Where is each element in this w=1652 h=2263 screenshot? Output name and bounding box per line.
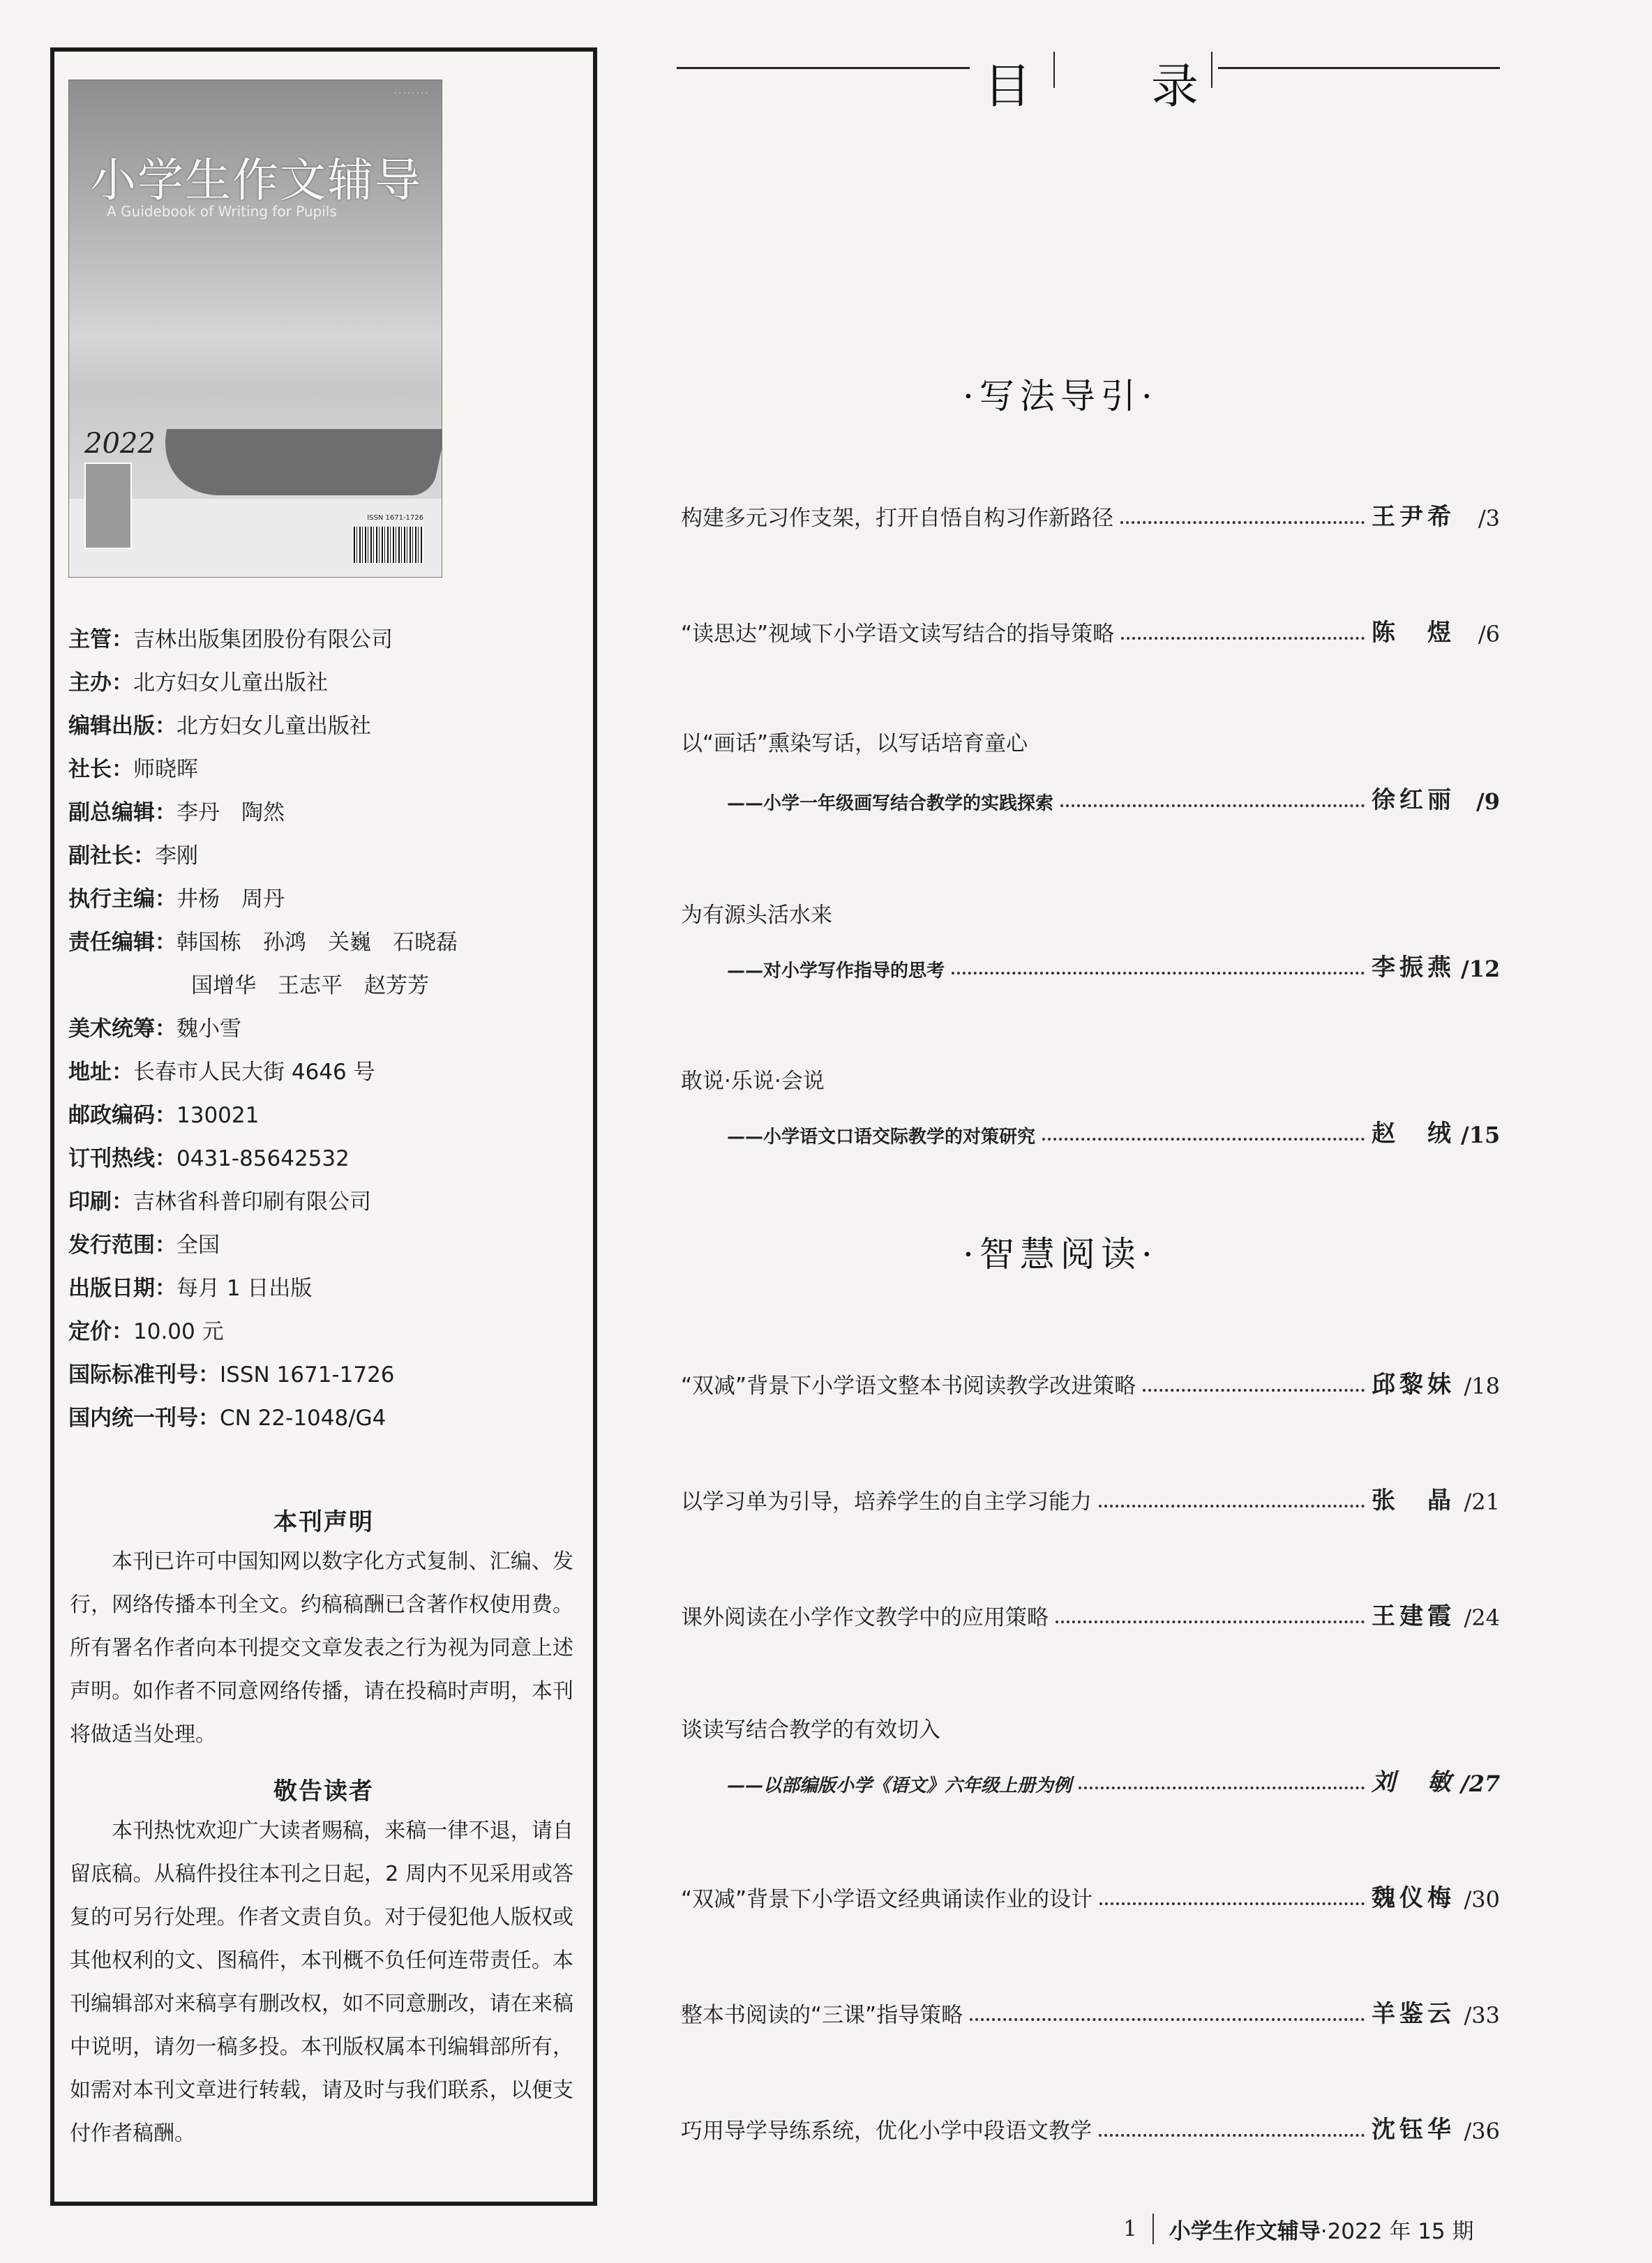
info-row: 副社长：李刚 bbox=[68, 843, 198, 869]
journal-name: 小学生作文辅导 bbox=[1169, 2218, 1321, 2244]
info-row: 社长：师晓晖 bbox=[68, 757, 198, 782]
readers-notice-body: 本刊热忱欢迎广大读者赐稿，来稿一律不退，请自留底稿。从稿件投往本刊之日起，2 周内不见采用或答复的可另行处理。作者文责自负。对于侵犯他人版权或其他权利的文、图稿件，本刊概不负任何连带责任。本刊编辑部对来稿享有删改权，如不同意删改，请在来稿中说明，请勿一稿多投。本刊版权属本刊编辑部所有，如需对本刊文章进行转载，请及时与我们联系，以便支付作者稿酬。 bbox=[70, 1819, 573, 2146]
info-row: 发行范围：全国 bbox=[68, 1233, 220, 1258]
statement-title: 本刊声明 bbox=[273, 1508, 374, 1536]
info-row: 美术统筹：魏小雪 bbox=[68, 1016, 241, 1042]
toc-entry[interactable]: “双减”背景下小学语文整本书阅读教学改进策略 邱黎妹 /18 bbox=[681, 1371, 1500, 1399]
page-footer bbox=[1123, 2211, 1474, 2246]
heading-rule-tick bbox=[1211, 52, 1212, 88]
toc-entry[interactable]: 构建多元习作支架，打开自悟自构习作新路径 王尹希 /3 bbox=[681, 503, 1500, 532]
cover-subtitle: A Guidebook of Writing for Pupils bbox=[107, 203, 337, 220]
info-row: 印刷：吉林省科普印刷有限公司 bbox=[68, 1189, 371, 1215]
toc-heading bbox=[677, 42, 1500, 114]
heading-rule-right bbox=[1218, 67, 1500, 69]
toc-entry[interactable]: ——以部编版小学《语文》六年级上册为例 刘 敏 /27 bbox=[727, 1768, 1501, 1797]
heading-rule-tick bbox=[1053, 52, 1055, 88]
readers-notice-title: 敬告读者 bbox=[273, 1777, 374, 1805]
cover-tag: · · · · · · · · bbox=[394, 90, 428, 98]
toc-title-left: 目 bbox=[984, 59, 1032, 114]
issue-label: ·2022 年 15 期 bbox=[1320, 2218, 1474, 2244]
info-row: 编辑出版：北方妇女儿童出版社 bbox=[68, 714, 371, 739]
info-row: 出版日期：每月 1 日出版 bbox=[68, 1276, 313, 1301]
toc-entry[interactable]: ——小学语文口语交际教学的对策研究 赵 绒 /15 bbox=[727, 1120, 1501, 1148]
toc-entry[interactable]: ——对小学写作指导的思考 李振燕 /12 bbox=[727, 954, 1501, 982]
barcode-icon bbox=[354, 527, 423, 563]
toc-entry[interactable]: “双减”背景下小学语文经典诵读作业的设计 魏仪梅 /30 bbox=[681, 1884, 1500, 1913]
masthead-info bbox=[68, 618, 571, 1440]
toc-title-right: 录 bbox=[1151, 59, 1199, 114]
toc-entry-title[interactable]: 敢说·乐说·会说 bbox=[681, 1069, 825, 1094]
info-row: 责任编辑：韩国栋 孙鸿 关巍 石晓磊 bbox=[68, 930, 458, 955]
info-row: 执行主编：井杨 周丹 bbox=[68, 887, 285, 912]
toc-entry[interactable]: 课外阅读在小学作文教学中的应用策略 王建霞 /24 bbox=[681, 1602, 1500, 1631]
info-row: 主管：吉林出版集团股份有限公司 bbox=[68, 627, 393, 652]
section-smart-reading: ·智慧阅读· bbox=[963, 1234, 1158, 1275]
cover-thumbnail bbox=[84, 463, 132, 549]
info-row: 地址：长春市人民大街 4646 号 bbox=[68, 1060, 375, 1085]
toc-entry-title[interactable]: 以“画话”熏染写话，以写话培育童心 bbox=[681, 731, 1028, 756]
info-row: 国际标准刊号：ISSN 1671-1726 bbox=[68, 1362, 395, 1388]
statement-body: 本刊已许可中国知网以数字化方式复制、汇编、发行，网络传播本刊全文。约稿稿酬已含著作权使用费。所有署名作者向本刊提交文章发表之行为视为同意上述声明。如作者不同意网络传播，请在投稿时声明，本刊将做适当处理。 bbox=[70, 1549, 573, 1747]
toc-entry-title[interactable]: 谈读写结合教学的有效切入 bbox=[681, 1717, 940, 1743]
cover-year: 2022 bbox=[84, 428, 156, 460]
page-number: 1 bbox=[1123, 2216, 1137, 2241]
toc-entry[interactable]: 整本书阅读的“三课”指导策略 羊鉴云 /33 bbox=[681, 2000, 1500, 2029]
info-row: 副总编辑：李丹 陶然 bbox=[68, 800, 285, 825]
info-panel bbox=[50, 47, 597, 2206]
toc-entry[interactable]: “读思达”视域下小学语文读写结合的指导策略 陈 煜 /6 bbox=[681, 619, 1500, 647]
cover-image bbox=[68, 80, 442, 578]
footer-divider bbox=[1152, 2213, 1154, 2244]
toc-entry-title[interactable]: 为有源头活水来 bbox=[681, 903, 832, 928]
info-row: 订刊热线：0431-85642532 bbox=[68, 1146, 350, 1171]
info-row: 定价：10.00 元 bbox=[68, 1319, 224, 1344]
heading-rule-left bbox=[677, 67, 970, 69]
info-row: 国内统一刊号：CN 22-1048/G4 bbox=[68, 1406, 386, 1431]
info-row: 邮政编码：130021 bbox=[68, 1103, 260, 1128]
toc-entry[interactable]: ——小学一年级画写结合教学的实践探索 徐红丽 /9 bbox=[727, 786, 1500, 815]
toc-entry[interactable]: 巧用导学导练系统，优化小学中段语文教学 沈钰华 /36 bbox=[681, 2116, 1500, 2144]
info-row: 主办：北方妇女儿童出版社 bbox=[68, 670, 328, 696]
cover-issn: ISSN 1671-1726 bbox=[367, 514, 423, 522]
boat-graphic bbox=[153, 429, 442, 495]
info-row: 国增华 王志平 赵芳芳 bbox=[191, 973, 429, 998]
section-writing-guide: ·写法导引· bbox=[963, 376, 1158, 416]
toc-entry[interactable]: 以学习单为引导，培养学生的自主学习能力 张 晶 /21 bbox=[681, 1487, 1500, 1515]
cover-title: 小学生作文辅导 bbox=[90, 153, 422, 207]
